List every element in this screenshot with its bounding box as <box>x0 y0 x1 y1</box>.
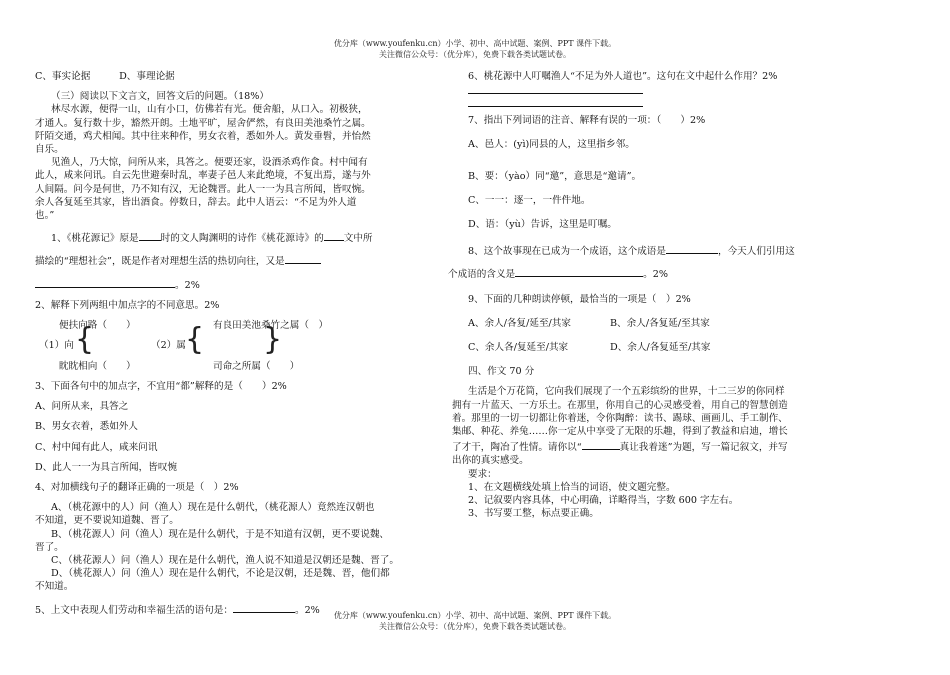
passage-p2-line1: 见渔人，乃大惊，问所从来，具答之。便要还家，设酒杀鸡作食。村中闻有 <box>51 157 368 169</box>
essay-text-b: 真让我着迷”为题，写一篇记叙文，并写 <box>619 442 788 454</box>
question-8-cont <box>448 265 898 281</box>
q3-option-c: C、村中闻有此人，咸来问讯 <box>35 441 158 453</box>
essay-line-2: 拥有一片蓝天、一方乐土。在那里，你用自己的心灵感受着，用自己的智慧创造 <box>452 399 788 411</box>
q8-text-d: 。2% <box>643 269 668 281</box>
brace-icon: { <box>185 322 205 358</box>
q8-text-a: 8、这个故事现在已成为一个成语，这个成语是 <box>468 246 666 258</box>
q4-option-b-2: 晋了。 <box>35 541 64 553</box>
section-3-heading: （三）阅读以下文言文，回答文后的问题。（18%） <box>51 91 269 103</box>
q2-item-4: 司命之所属（ ） <box>213 361 300 373</box>
q9-option-d: D、余人/各复延至/其家 <box>610 342 711 354</box>
q8-blank-1[interactable] <box>666 242 718 254</box>
q8-text-c: 个成语的含义是 <box>448 269 516 281</box>
passage-p2-line4: 余人各复延至其家，皆出酒食。停数日，辞去。此中人语云：“不足为外人道 <box>35 196 357 208</box>
q1-text-a: 1、《桃花源记》原是 <box>51 233 139 245</box>
question-4: 4、对加横线句子的翻译正确的一项是（ ）2% <box>35 482 239 494</box>
question-9: 9、下面的几种朗读停顿，最恰当的一项是（ ）2% <box>468 293 691 305</box>
close-brace-icon: } <box>263 322 283 358</box>
requirement-2: 2、记叙要内容具体，中心明确，详略得当，字数 600 字左右。 <box>468 495 739 507</box>
q1-text-b: 时的文人陶渊明的诗作《桃花源诗》的 <box>160 233 324 245</box>
requirement-1: 1、在文题横线处填上恰当的词语，使文题完整。 <box>468 481 676 493</box>
essay-line-1: 生活是个万花筒，它向我们展现了一个五彩缤纷的世界，十二三岁的你同样 <box>468 386 785 398</box>
q4-option-a-2: 不知道，更不要说知道魏、晋了。 <box>35 515 179 527</box>
q8-text-b: ，今天人们引用这 <box>717 246 795 258</box>
q2-group-1-label: （1）向 <box>39 340 74 352</box>
q4-option-c-1: C、（桃花源人）问（渔人）现在是什么朝代，渔人说不知道是汉朝还是魏、晋了。 <box>51 555 399 567</box>
q9-option-b: B、余人/各复延/至其家 <box>610 317 710 329</box>
question-1-cont <box>35 252 410 268</box>
q3-option-a: A、问所从来，具答之 <box>35 401 129 413</box>
option-c-d: C、事实论据 D、事理论据 <box>35 71 175 82</box>
q3-option-d: D、此人一一为具言所闻，皆叹惋 <box>35 461 178 473</box>
passage-p1-line4: 自乐。 <box>35 144 64 156</box>
q5-text-b: 。2% <box>294 604 320 616</box>
q3-option-b: B、男女衣着，悉如外人 <box>35 421 138 433</box>
q2-item-2: 有良田美池桑竹之属（ ） <box>213 320 329 332</box>
q4-option-d-1: D、（桃花源人）问（渔人）现在是什么朝代，不论是汉朝，还是魏、晋，他们都 <box>51 568 390 580</box>
q1-text-e: 。2% <box>175 279 200 291</box>
q9-option-c: C、余人各/复延至/其家 <box>468 342 569 354</box>
left-column <box>35 70 410 617</box>
q6-answer-line-1[interactable] <box>468 93 643 94</box>
right-column <box>448 70 898 520</box>
q9-row-1 <box>468 317 898 330</box>
q9-option-a: A、余人/各复/延至/其家 <box>468 317 571 329</box>
section-4-heading: 四、作文 70 分 <box>468 366 535 378</box>
question-2: 2、解释下列两组中加点字的不同意思。2% <box>35 299 220 311</box>
question-7: 7、指出下列词语的注音、解释有误的一项：（ ）2% <box>468 115 706 127</box>
requirement-3: 3、书写要工整，标点要正确。 <box>468 508 599 520</box>
q1-text-c: 文中所 <box>343 233 373 245</box>
page-footer <box>0 610 950 632</box>
q8-blank-2[interactable] <box>515 265 643 277</box>
passage-p2-line2: 此人，咸来问讯。自云先世避秦时乱，率妻子邑人来此绝境，不复出焉，遂与外 <box>35 170 371 182</box>
requirements-label: 要求： <box>468 468 497 480</box>
passage-p2-line5: 也。” <box>35 210 55 222</box>
q1-text-d: 描绘的“理想社会”，既是作者对理想生活的热切向往，又是 <box>35 256 285 268</box>
question-3: 3、下面各句中的加点字，不宜用“都”解释的是（ ）2% <box>35 381 287 393</box>
header-line-2: 关注微信公众号：（优分库），免费下载各类试题试卷。 <box>379 50 571 59</box>
q7-option-b: B、要：（yào）同“邀”，意思是“邀请”。 <box>468 170 642 182</box>
q7-option-d: D、语：（yù）告诉，这里是叮嘱。 <box>468 219 617 231</box>
essay-line-5 <box>452 438 898 454</box>
brace-icon: { <box>75 322 95 358</box>
q1-blank-2[interactable] <box>324 229 344 241</box>
essay-title-blank[interactable] <box>582 438 620 450</box>
essay-line-4: 集邮、种花、养兔……你一定从中享受了无限的乐趣，得到了教益和启迪，增长 <box>452 426 788 438</box>
passage-p2-line3: 人间隔。问今是何世，乃不知有汉，无论魏晋。此人一一为具言所闻，皆叹惋。 <box>35 183 371 195</box>
question-1-end <box>35 276 410 292</box>
question-6: 6、桃花源中人叮嘱渔人“不足为外人道也”。这句在文中起什么作用？2% <box>468 71 778 82</box>
passage-p1-line3: 阡陌交通，鸡犬相闻。其中往来种作，男女衣着，悉如外人。黄发垂髫，并怡然 <box>35 130 371 142</box>
q2-item-3: 眈眈相向（ ） <box>59 361 136 373</box>
passage-p1-line1: 林尽水源，便得一山，山有小口，仿佛若有光。便舍船，从口入。初极狭， <box>51 104 368 116</box>
q1-blank-4[interactable] <box>35 276 175 288</box>
footer-line-1: 优分库（www.youfenku.cn）小学、初中、高中试题、案例、PPT 课件下载。 <box>333 611 617 620</box>
q2-group-2-label: （2）属 <box>151 340 186 352</box>
q5-text-a: 5、上文中表现人们劳动和幸福生活的语句是： <box>35 604 233 616</box>
question-8 <box>468 242 898 258</box>
q4-option-b-1: B、（桃花源人）问（渔人）现在是什么朝代，于是不知道有汉朝，更不要说魏、 <box>51 528 390 540</box>
passage-p1-line2: 才通人。复行数十步，豁然开朗。土地平旷，屋舍俨然，有良田美池桑竹之属。 <box>35 117 371 129</box>
q9-row-2 <box>468 341 898 354</box>
q7-option-a: A、邑人：(yì)同县的人，这里指乡邻。 <box>468 139 635 151</box>
essay-line-3: 着。那里的一切一切都让你着迷，令你陶醉：读书、踢球、画画儿、手工制作、 <box>452 412 788 424</box>
q1-blank-1[interactable] <box>139 229 161 241</box>
q2-item-1: 便扶向路（ ） <box>59 320 136 332</box>
header-line-1: 优分库（www.youfenku.cn）小学、初中、高中试题、案例、PPT 课件下载。 <box>333 39 617 48</box>
essay-text-a: 了才干，陶冶了性情。请你以“ <box>452 442 582 454</box>
essay-line-6: 出你的真实感受。 <box>452 455 529 467</box>
q4-option-a-1: A、（桃花源中的人）问（渔人）现在是什么朝代，（桃花源人）竟然连汉朝也 <box>51 502 375 514</box>
q1-blank-3[interactable] <box>285 252 321 264</box>
q7-option-c: C、一一：逐一，一件件地。 <box>468 194 591 206</box>
page-header <box>0 38 950 60</box>
q2-table <box>35 319 410 373</box>
question-1 <box>35 229 410 245</box>
footer-line-2: 关注微信公众号：（优分库），免费下载各类试题试卷。 <box>379 622 571 631</box>
q4-option-d-2: 不知道。 <box>35 581 74 593</box>
